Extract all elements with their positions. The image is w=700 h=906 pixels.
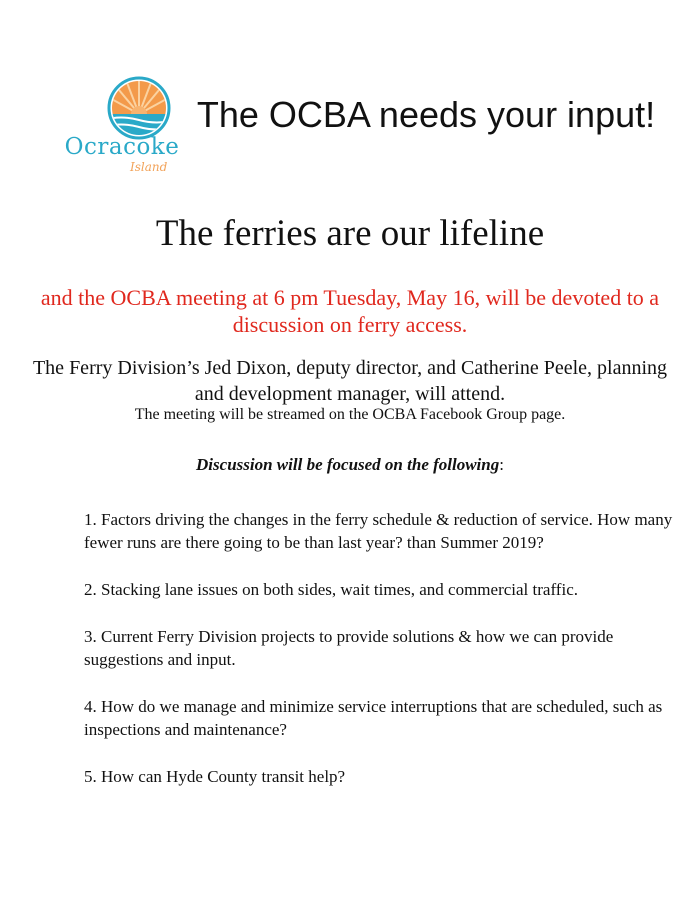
attendees-note: The Ferry Division’s Jed Dixon, deputy director, and Catherine Peele, planning and development manager, will attend. bbox=[32, 357, 668, 405]
subheadline: The ferries are our lifeline bbox=[155, 213, 545, 254]
discussion-topics-list bbox=[84, 508, 684, 812]
headline: The OCBA needs your input! bbox=[196, 94, 656, 135]
topic-item: 5. How can Hyde County transit help? bbox=[84, 767, 346, 786]
discussion-heading-colon: : bbox=[499, 455, 504, 474]
topic-item: 3. Current Ferry Division projects to provide solutions & how we can provide suggestions and input. bbox=[84, 627, 614, 669]
discussion-heading-text: Discussion will be focused on the following bbox=[196, 455, 500, 474]
logo-wordmark: Ocracoke bbox=[64, 134, 180, 160]
topic-item: 4. How do we manage and minimize service interruptions that are scheduled, such as inspections and maintenance? bbox=[84, 697, 663, 739]
topic-item: 1. Factors driving the changes in the ferry schedule & reduction of service. How many fewer runs are there going to be than last year? than Summer 2019? bbox=[84, 510, 673, 552]
stream-note: The meeting will be streamed on the OCBA Facebook Group page. bbox=[134, 406, 566, 423]
discussion-heading bbox=[0, 455, 700, 475]
topic-item: 2. Stacking lane issues on both sides, wait times, and commercial traffic. bbox=[84, 580, 578, 599]
meeting-announcement: and the OCBA meeting at 6 pm Tuesday, May 16, will be devoted to a discussion on ferry access. bbox=[40, 285, 660, 337]
logo-subtitle: Island bbox=[130, 160, 168, 174]
